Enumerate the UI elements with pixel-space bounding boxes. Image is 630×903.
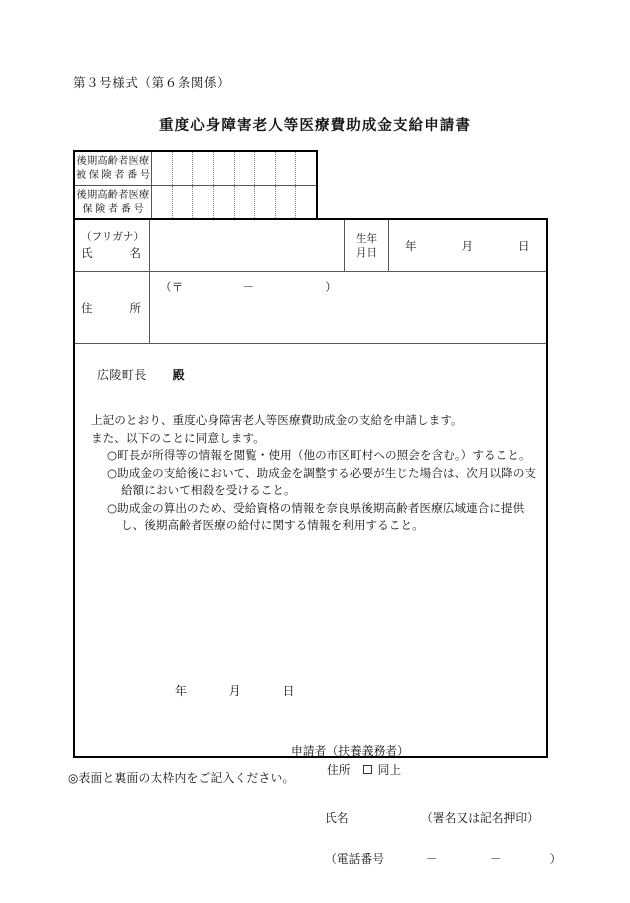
insurer-number-cell[interactable] <box>214 186 235 220</box>
statement-line-2: また、以下のことに同意します。 <box>91 430 265 445</box>
addressee-name: 広陵町長 <box>97 368 147 382</box>
insured-number-label-line1: 後期高齢者医療 <box>76 155 150 167</box>
date-year-unit: 年 <box>175 684 187 698</box>
table-row <box>75 272 546 344</box>
insured-number-label <box>75 152 152 185</box>
addressee-honorific: 殿 <box>172 368 186 382</box>
insurer-number-cell[interactable] <box>173 186 194 220</box>
statement-line-1: 上記のとおり、重度心身障害老人等医療費助成金の支給を申請します。 <box>91 413 463 427</box>
address-field[interactable] <box>150 272 546 343</box>
consent-item: ○町長が所得等の情報を閲覧・使用（他の市区町村への照会を含む。）すること。 <box>107 448 531 462</box>
applicant-address-label: 住所 <box>327 763 351 777</box>
applicant-name-row <box>325 809 561 828</box>
same-as-above-label: 同上 <box>377 763 402 777</box>
insurer-number-label-line2: 保険者番号 <box>82 204 147 215</box>
consent-item: ○助成金の支給後において、助成金を調整する必要が生じた場合は、次月以降の支 <box>107 465 537 480</box>
name-field[interactable] <box>150 220 345 271</box>
statement-paragraph <box>91 412 541 535</box>
insured-number-cell[interactable] <box>173 152 194 185</box>
telephone-label: （電話番号 <box>325 852 384 866</box>
insured-number-label-line2: 被保険者番号 <box>75 169 153 181</box>
birthdate-label-line1: 生年 <box>355 232 378 245</box>
table-row <box>75 220 546 272</box>
name-label-text: 氏 名 <box>81 246 141 260</box>
insured-number-cell[interactable] <box>193 152 214 185</box>
date-month-unit: 月 <box>228 684 241 698</box>
insurer-number-cell[interactable] <box>255 186 276 220</box>
applicant-label: 申請者（扶養義務者） <box>291 744 409 758</box>
insurer-number-cell[interactable] <box>193 186 214 220</box>
birthdate-year-unit: 年 <box>405 238 417 253</box>
birthdate-month-unit: 月 <box>461 238 473 253</box>
birthdate-day-unit: 日 <box>518 238 530 253</box>
insured-number-cell[interactable] <box>152 152 173 185</box>
page-title: 重度心身障害老人等医療費助成金支給申請書 <box>159 117 471 134</box>
addressee <box>97 366 185 383</box>
table-row <box>75 186 316 220</box>
birthdate-label-line2: 月日 <box>355 246 378 259</box>
form-number: 第３号様式（第６条関係） <box>73 75 231 90</box>
insurer-number-cell[interactable] <box>152 186 173 220</box>
telephone-dash-2: － <box>489 852 502 866</box>
consent-item: ○助成金の算出のため、受給資格の情報を奈良県後期高齢者医療広域連合に提供 <box>107 500 525 515</box>
insurance-number-table <box>73 150 318 220</box>
footnote: ◎表面と裏面の太枠内をご記入ください。 <box>68 771 295 785</box>
birthdate-field[interactable] <box>389 220 546 271</box>
same-as-above-checkbox[interactable] <box>363 765 372 774</box>
address-label-text: 住 所 <box>81 300 141 315</box>
furigana-label: （フリガナ） <box>81 231 145 243</box>
telephone-row[interactable] <box>325 850 561 869</box>
insured-number-cells <box>152 152 316 185</box>
date-day-unit: 日 <box>282 684 295 698</box>
submission-date-field[interactable] <box>175 682 294 699</box>
insured-number-cell[interactable] <box>296 152 316 185</box>
applicant-block <box>291 742 409 780</box>
consent-item-continuation: し、後期高齢者医療の給付に関する情報を利用すること。 <box>121 518 424 532</box>
insured-number-cell[interactable] <box>255 152 276 185</box>
birthdate-label <box>345 220 389 271</box>
telephone-dash-1: － <box>426 852 438 866</box>
insurer-number-label-line1: 後期高齢者医療 <box>76 190 150 201</box>
table-row <box>75 152 316 186</box>
seal-note: （署名又は記名押印） <box>421 811 539 825</box>
applicant-name-label: 氏名 <box>325 811 349 825</box>
postal-code-field[interactable]: （〒 － ） <box>160 280 337 294</box>
telephone-close-paren: ） <box>549 852 562 866</box>
consent-item-continuation: 給額において相殺を受けること。 <box>121 483 296 497</box>
insured-number-cell[interactable] <box>214 152 235 185</box>
insurer-number-cell[interactable] <box>276 186 297 220</box>
insurer-number-cell[interactable] <box>296 186 316 220</box>
insured-number-cell[interactable] <box>276 152 297 185</box>
address-label <box>75 272 150 343</box>
insurer-number-label <box>75 186 152 220</box>
applicant-address-row <box>291 761 409 780</box>
insured-number-cell[interactable] <box>235 152 256 185</box>
insurer-number-cells <box>152 186 316 220</box>
signature-block <box>325 809 561 869</box>
name-label <box>75 220 150 271</box>
insurer-number-cell[interactable] <box>235 186 256 220</box>
